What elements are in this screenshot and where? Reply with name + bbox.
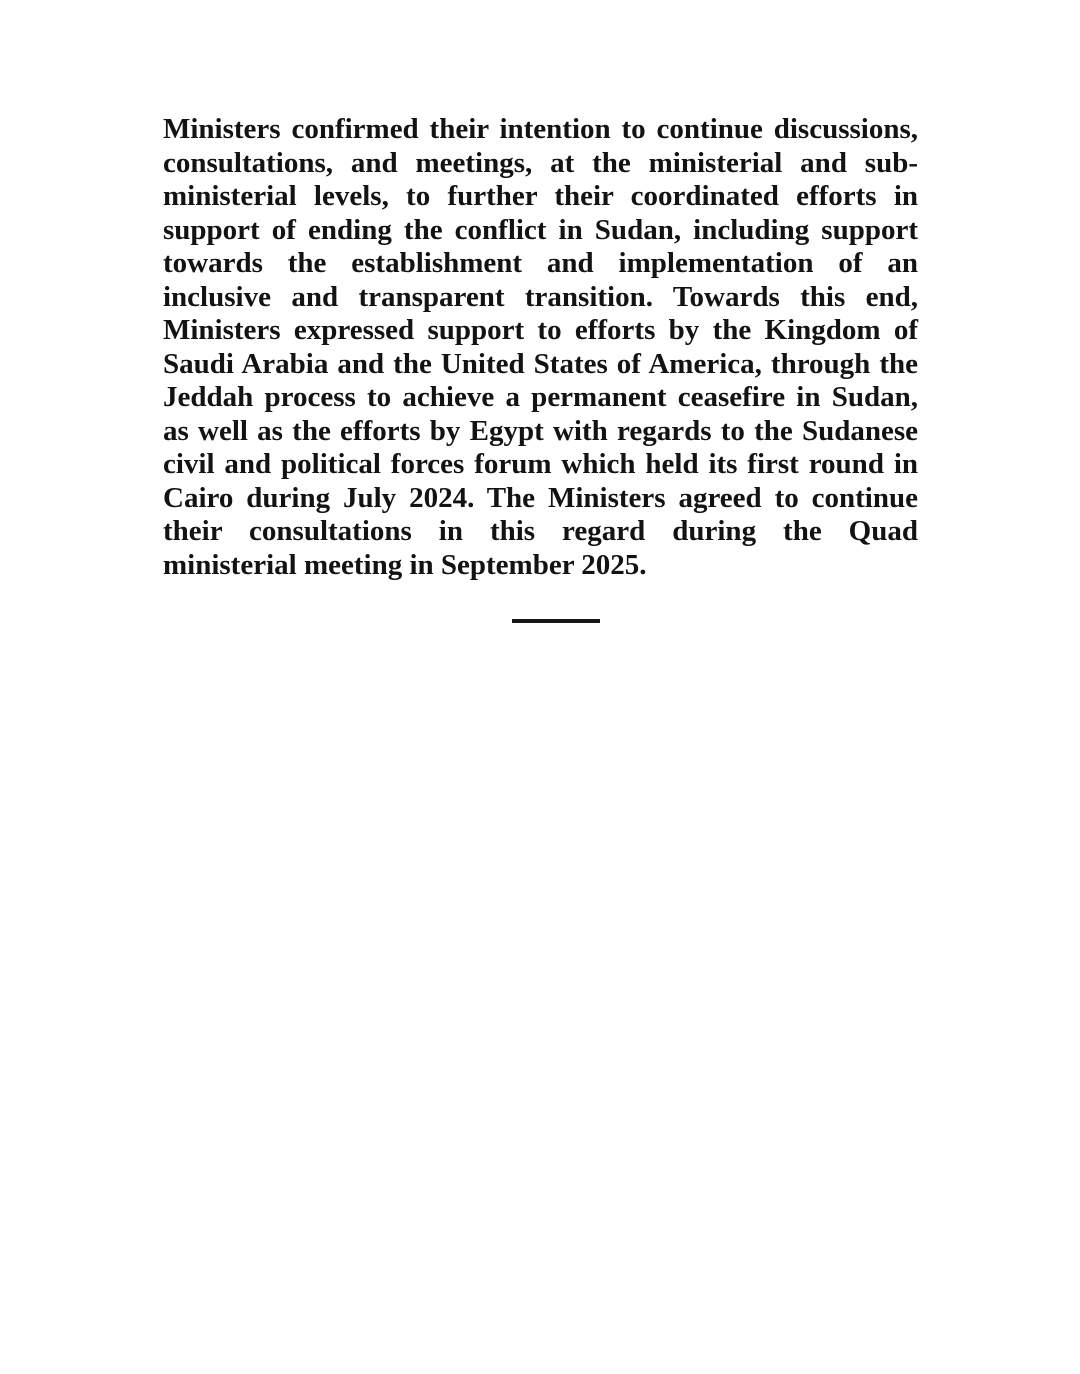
- document-paragraph: Ministers confirmed their intention to continue discussions, consultations, and meetings, at the ministerial and sub-ministerial levels, to further their coordinated efforts in support of ending the conflict in Sudan, including support towards the establishment and implementation of an inclusive and transparent transition. Towards this end, Ministers expressed support to efforts by the Kingdom of Saudi Arabia and the United States of America, through the Jeddah process to achieve a permanent ceasefire in Sudan, as well as the efforts by Egypt with regards to the Sudanese civil and political forces forum which held its first round in Cairo during July 2024. The Ministers agreed to continue their consultations in this regard during the Quad ministerial meeting in September 2025.: [163, 113, 918, 581]
- section-divider: [512, 619, 600, 623]
